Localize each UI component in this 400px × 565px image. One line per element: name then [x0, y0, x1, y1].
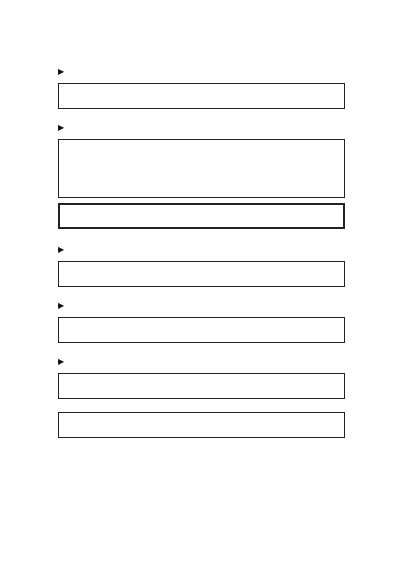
section-paragraph [63, 169, 340, 195]
section-paragraph [58, 373, 345, 399]
triangle-marker-icon: ▶ [58, 301, 65, 310]
section-paragraph [58, 261, 345, 287]
section-paragraph [58, 203, 345, 229]
section-paragraph [58, 83, 345, 109]
section-6 [58, 356, 345, 399]
section-paragraph [63, 143, 340, 169]
section-1 [58, 66, 345, 109]
triangle-marker-icon: ▶ [58, 357, 65, 366]
section-4 [58, 244, 345, 287]
section-heading [58, 122, 345, 134]
triangle-marker-icon: ▶ [58, 67, 65, 76]
section-5 [58, 300, 345, 343]
section-heading [58, 244, 345, 256]
section-3 [58, 203, 345, 229]
section-paragraph [58, 317, 345, 343]
section-2 [58, 122, 345, 198]
section-heading [58, 356, 345, 368]
triangle-marker-icon: ▶ [58, 245, 65, 254]
section-box [58, 139, 345, 198]
section-heading [58, 300, 345, 312]
section-7 [58, 412, 345, 438]
triangle-marker-icon: ▶ [58, 123, 65, 132]
section-heading [58, 66, 345, 78]
section-paragraph [58, 412, 345, 438]
